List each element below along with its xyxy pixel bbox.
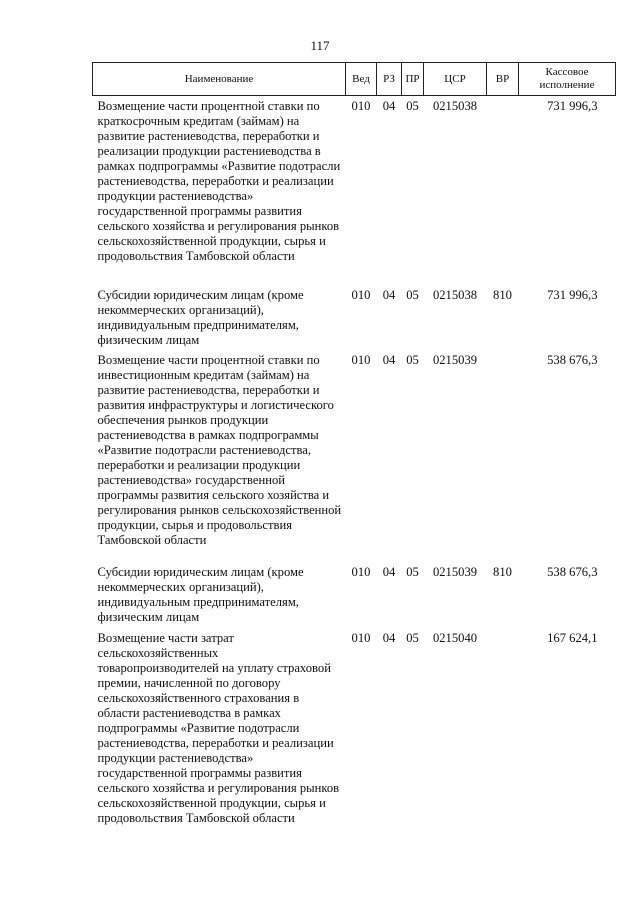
row-ved: 010	[351, 352, 371, 367]
row-csr: 0215040	[432, 630, 478, 645]
header-ved: Вед	[346, 63, 377, 96]
budget-table	[92, 62, 616, 856]
row-rz: 04	[382, 287, 396, 302]
table-row	[93, 353, 616, 565]
row-amount: 731 996,3	[547, 99, 598, 113]
row-ved: 010	[351, 564, 371, 579]
row-name: Субсидии юридическим лицам (кроме некоммерческих организаций), индивидуальным предпринимателям, физическим лицам	[97, 564, 304, 624]
row-name: Возмещение части процентной ставки по инвестиционным кредитам (займам) на развитие растениеводства, переработки и развития инфраструктуры и логистического обеспечения рынков продукции растениеводства в рамках подпрограммы «Развитие подотрасли растениеводства, переработки и реализации продукции растениеводства» государственной программы развития сельского хозяйства и регулирования рынков сельскохозяйственной продукции, сырья и продовольствия Тамбовской области	[97, 352, 342, 547]
header-rz: РЗ	[377, 63, 402, 96]
row-amount: 167 624,1	[547, 630, 598, 645]
table-header-row	[93, 63, 616, 96]
row-amount: 538 676,3	[547, 352, 598, 367]
header-csr: ЦСР	[424, 63, 487, 96]
row-rz: 04	[382, 99, 396, 113]
row-ved: 010	[351, 99, 371, 113]
row-vr	[487, 631, 519, 856]
row-csr: 0215038	[432, 287, 478, 302]
row-pr: 05	[406, 564, 419, 579]
header-vr: ВР	[487, 63, 519, 96]
table-row	[93, 288, 616, 353]
page-number: 117	[310, 38, 330, 53]
row-amount: 731 996,3	[547, 287, 598, 302]
row-vr: 810	[493, 287, 512, 302]
row-pr: 05	[406, 99, 419, 113]
row-vr	[487, 353, 519, 565]
row-pr: 05	[406, 287, 419, 302]
table-row	[93, 631, 616, 856]
row-ved: 010	[351, 287, 371, 302]
row-rz: 04	[382, 630, 396, 645]
row-ved: 010	[351, 630, 371, 645]
row-name: Возмещение части процентной ставки по краткосрочным кредитам (займам) на развитие растениеводства, переработки и реализации продукции растениеводства в рамках подпрограммы «Развитие подотрасли растениеводства, переработки и реализации продукции растениеводства» государственной программы развития сельского хозяйства и регулирования рынков сельскохозяйственной продукции, сырья и продовольствия Тамбовской области	[97, 99, 341, 263]
table-row	[93, 565, 616, 631]
row-csr: 0215039	[432, 352, 478, 367]
row-vr: 810	[493, 564, 512, 579]
row-pr: 05	[406, 352, 419, 367]
header-name: Наименование	[93, 63, 346, 96]
row-csr: 0215039	[432, 564, 478, 579]
row-name: Возмещение части затрат сельскохозяйственных товаропроизводителей на уплату страховой премии, начисленной по договору сельскохозяйственного страхования в области растениеводства в рамках подпрограммы «Развитие подотрасли растениеводства, переработки и реализации продукции растениеводства» государственной программы развития сельского хозяйства и регулирования рынков сельскохозяйственной продукции, сырья и продовольствия Тамбовской области	[97, 630, 340, 825]
row-csr: 0215038	[432, 99, 478, 113]
header-pr: ПР	[402, 63, 424, 96]
row-name: Субсидии юридическим лицам (кроме некоммерческих организаций), индивидуальным предпринимателям, физическим лицам	[97, 287, 304, 347]
row-amount: 538 676,3	[547, 564, 598, 579]
row-rz: 04	[382, 564, 396, 579]
row-pr: 05	[406, 630, 419, 645]
row-rz: 04	[382, 352, 396, 367]
table-row	[93, 96, 616, 288]
header-amount: Кассовое исполнение	[519, 63, 616, 96]
row-vr	[487, 96, 519, 288]
